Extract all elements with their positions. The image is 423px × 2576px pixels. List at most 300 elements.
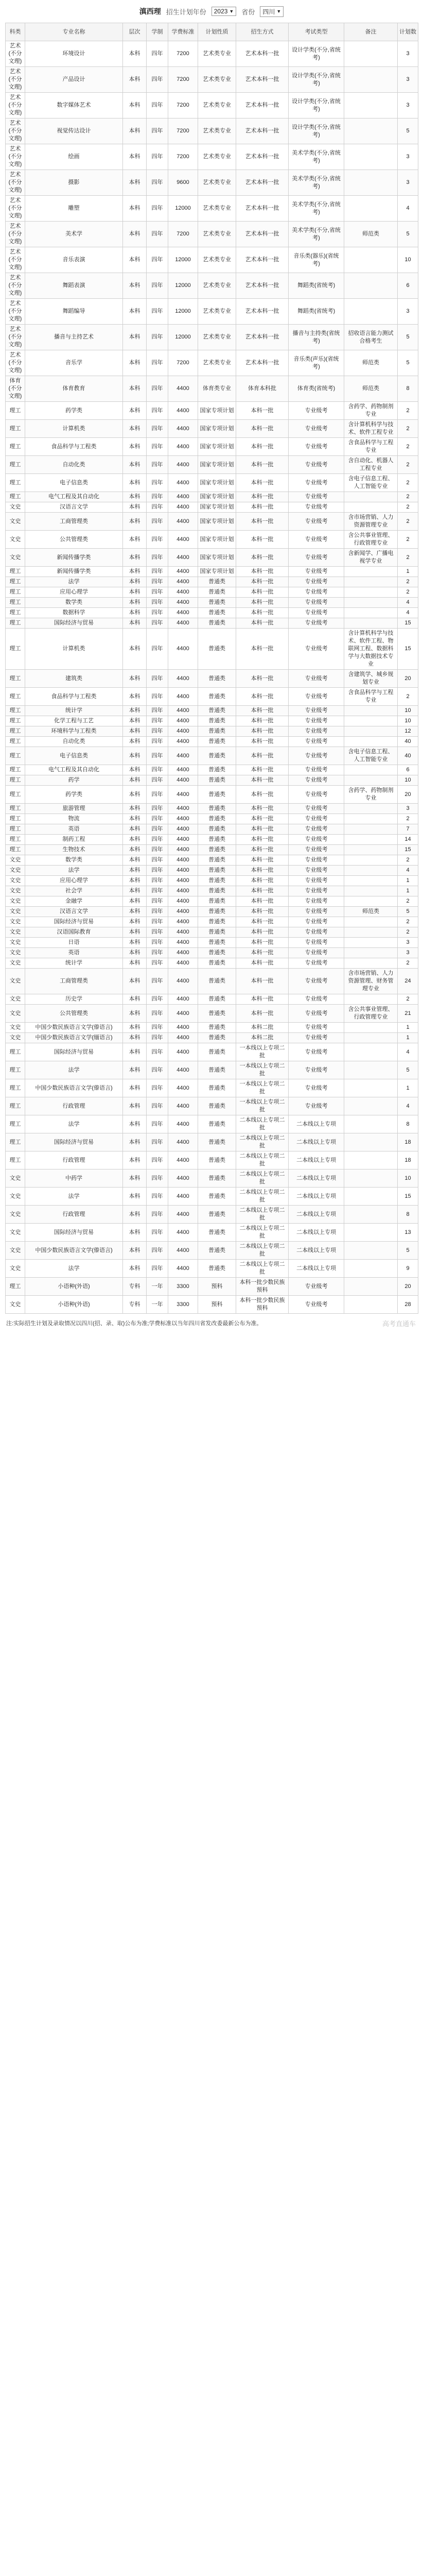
exam-type-cell: 专业级考: [289, 688, 344, 706]
level-cell: 本科: [123, 814, 147, 824]
remark-cell: [344, 1296, 398, 1314]
duration-cell: 四年: [147, 1242, 168, 1260]
remark-cell: [344, 492, 398, 502]
tuition-cell: 4400: [168, 716, 198, 726]
table-row: [6, 1170, 418, 1188]
table-row: [6, 608, 418, 618]
exam-type-cell: 美术学类(不分,省统考): [289, 170, 344, 196]
plan-type-cell: 普通类: [198, 577, 236, 587]
admission-method-cell: 艺术本科一批: [236, 325, 289, 350]
remark-cell: [344, 948, 398, 958]
level-cell: 专科: [123, 1296, 147, 1314]
tuition-cell: 4400: [168, 577, 198, 587]
major-cell: 化学工程与工艺: [25, 716, 123, 726]
exam-type-cell: 二本线以上专项: [289, 1224, 344, 1242]
quota-cell: 10: [398, 706, 418, 716]
table-row: [6, 824, 418, 835]
admission-method-cell: 本科一批: [236, 706, 289, 716]
plan-type-cell: 普通类: [198, 587, 236, 598]
table-row: [6, 1097, 418, 1115]
major-cell: 法学: [25, 577, 123, 587]
major-cell: 中国少数民族语言文学(傣语言): [25, 1079, 123, 1097]
quota-cell: 2: [398, 549, 418, 567]
category-cell: 理工: [6, 706, 25, 716]
admission-method-cell: 本科一批: [236, 814, 289, 824]
category-cell: 理工: [6, 629, 25, 670]
level-cell: 本科: [123, 1224, 147, 1242]
quota-cell: 10: [398, 775, 418, 786]
quota-cell: 1: [398, 1033, 418, 1043]
category-cell: 理工: [6, 438, 25, 456]
exam-type-cell: 二本线以上专项: [289, 1188, 344, 1206]
admission-method-cell: 本科一批: [236, 1005, 289, 1023]
tuition-cell: 3300: [168, 1278, 198, 1296]
table-row: [6, 222, 418, 247]
admission-method-cell: 本科一批: [236, 855, 289, 866]
table-row: [6, 1151, 418, 1170]
quota-cell: 2: [398, 994, 418, 1005]
table-row: [6, 531, 418, 549]
admission-method-cell: 本科一批: [236, 716, 289, 726]
admission-method-cell: 本科一批: [236, 804, 289, 814]
duration-cell: 四年: [147, 196, 168, 222]
exam-type-cell: 专业级考: [289, 1296, 344, 1314]
tuition-cell: 4400: [168, 927, 198, 938]
level-cell: 本科: [123, 927, 147, 938]
plan-type-cell: 普通类: [198, 608, 236, 618]
remark-cell: [344, 958, 398, 969]
major-cell: 电气工程及其自动化: [25, 492, 123, 502]
admission-method-cell: 本科一批: [236, 845, 289, 855]
table-row: [6, 896, 418, 907]
major-cell: 国际经济与贸易: [25, 917, 123, 927]
admission-method-cell: 本科一批: [236, 629, 289, 670]
major-cell: 新闻传播学类: [25, 567, 123, 577]
plan-type-cell: 普通类: [198, 1023, 236, 1033]
tuition-cell: 4400: [168, 1005, 198, 1023]
category-cell: 理工: [6, 1079, 25, 1097]
major-cell: 应用心理学: [25, 876, 123, 886]
quota-cell: 2: [398, 814, 418, 824]
quota-cell: 4: [398, 196, 418, 222]
category-cell: 理工: [6, 577, 25, 587]
category-cell: 艺术(不分文理): [6, 67, 25, 93]
duration-cell: 四年: [147, 118, 168, 144]
remark-cell: [344, 118, 398, 144]
plan-type-cell: 普通类: [198, 747, 236, 765]
exam-type-cell: 专业级考: [289, 835, 344, 845]
remark-cell: [344, 170, 398, 196]
tuition-cell: 7200: [168, 93, 198, 118]
level-cell: 本科: [123, 1079, 147, 1097]
level-cell: 本科: [123, 1033, 147, 1043]
remark-cell: [344, 917, 398, 927]
tuition-cell: 7200: [168, 41, 198, 67]
table-row: [6, 196, 418, 222]
plan-type-cell: 国家专项计划: [198, 567, 236, 577]
major-cell: 英语: [25, 948, 123, 958]
tuition-cell: 4400: [168, 1079, 198, 1097]
duration-cell: 四年: [147, 299, 168, 325]
plan-type-cell: 普通类: [198, 876, 236, 886]
duration-cell: 四年: [147, 222, 168, 247]
admission-method-cell: 本科一批: [236, 567, 289, 577]
duration-cell: 四年: [147, 549, 168, 567]
tuition-cell: 12000: [168, 273, 198, 299]
category-cell: 理工: [6, 765, 25, 775]
admission-method-cell: 本科一批少数民族预科: [236, 1296, 289, 1314]
quota-cell: 15: [398, 618, 418, 629]
quota-cell: 5: [398, 350, 418, 376]
remark-cell: [344, 1097, 398, 1115]
tuition-cell: 4400: [168, 670, 198, 688]
table-row: [6, 1188, 418, 1206]
plan-type-cell: 普通类: [198, 1043, 236, 1061]
level-cell: 本科: [123, 474, 147, 492]
category-cell: 理工: [6, 420, 25, 438]
category-cell: 理工: [6, 587, 25, 598]
table-row: [6, 845, 418, 855]
level-cell: 本科: [123, 855, 147, 866]
quota-cell: 3: [398, 938, 418, 948]
tuition-cell: 3300: [168, 1296, 198, 1314]
exam-type-cell: 设计学类(不分,省统考): [289, 67, 344, 93]
plan-type-cell: 普通类: [198, 994, 236, 1005]
level-cell: 本科: [123, 567, 147, 577]
category-cell: 文史: [6, 502, 25, 513]
remark-cell: [344, 866, 398, 876]
major-cell: 英语: [25, 824, 123, 835]
major-cell: 统计学: [25, 706, 123, 716]
quota-cell: 6: [398, 273, 418, 299]
table-row: [6, 1260, 418, 1278]
level-cell: 本科: [123, 706, 147, 716]
exam-type-cell: 专业级考: [289, 608, 344, 618]
quota-cell: 3: [398, 144, 418, 170]
quota-cell: 1: [398, 1079, 418, 1097]
duration-cell: 四年: [147, 1023, 168, 1033]
quota-cell: 4: [398, 598, 418, 608]
major-cell: 应用心理学: [25, 587, 123, 598]
category-cell: 理工: [6, 1043, 25, 1061]
tuition-cell: 4400: [168, 886, 198, 896]
category-cell: 文史: [6, 1188, 25, 1206]
level-cell: 本科: [123, 1260, 147, 1278]
major-cell: 行政管理: [25, 1206, 123, 1224]
remark-cell: [344, 1043, 398, 1061]
admission-method-cell: 艺术本科一批: [236, 118, 289, 144]
table-row: [6, 1079, 418, 1097]
remark-cell: [344, 196, 398, 222]
exam-type-cell: 专业级考: [289, 402, 344, 420]
admission-method-cell: 二本线以上专项二批: [236, 1242, 289, 1260]
plan-type-cell: 普通类: [198, 1097, 236, 1115]
exam-type-cell: 二本线以上专项: [289, 1133, 344, 1151]
level-cell: 本科: [123, 222, 147, 247]
tuition-cell: 4400: [168, 876, 198, 886]
tuition-cell: 7200: [168, 67, 198, 93]
exam-type-cell: 体育类(省统考): [289, 376, 344, 402]
major-cell: 工商管理类: [25, 969, 123, 994]
plan-type-cell: 普通类: [198, 1079, 236, 1097]
admission-method-cell: 一本线以上专项二批: [236, 1097, 289, 1115]
remark-cell: 含电子信息工程、人工智能专业: [344, 474, 398, 492]
remark-cell: 含新闻学、广播电视学专业: [344, 549, 398, 567]
table-row: [6, 1206, 418, 1224]
exam-type-cell: 专业级考: [289, 726, 344, 737]
exam-type-cell: 专业级考: [289, 824, 344, 835]
plan-type-cell: 国家专项计划: [198, 513, 236, 531]
duration-cell: 四年: [147, 456, 168, 474]
duration-cell: 四年: [147, 1043, 168, 1061]
tuition-cell: 4400: [168, 1260, 198, 1278]
table-row: [6, 325, 418, 350]
tuition-cell: 4400: [168, 824, 198, 835]
plan-type-cell: 普通类: [198, 1170, 236, 1188]
duration-cell: 四年: [147, 325, 168, 350]
admission-method-cell: 二本线以上专项二批: [236, 1260, 289, 1278]
major-cell: 公共管理类: [25, 531, 123, 549]
category-cell: 理工: [6, 1097, 25, 1115]
admission-method-cell: 一本线以上专项二批: [236, 1079, 289, 1097]
tuition-cell: 4400: [168, 994, 198, 1005]
tuition-cell: 4400: [168, 376, 198, 402]
exam-type-cell: 音乐类(声乐)(省统考): [289, 350, 344, 376]
remark-cell: 含公共事业管理、行政管理专业: [344, 531, 398, 549]
remark-cell: [344, 804, 398, 814]
tuition-cell: 4400: [168, 1033, 198, 1043]
level-cell: 本科: [123, 907, 147, 917]
remark-cell: [344, 618, 398, 629]
level-cell: 本科: [123, 726, 147, 737]
duration-cell: 四年: [147, 938, 168, 948]
remark-cell: 师范类: [344, 350, 398, 376]
tuition-cell: 4400: [168, 814, 198, 824]
level-cell: 本科: [123, 948, 147, 958]
quota-cell: 5: [398, 325, 418, 350]
major-cell: 汉语国际教育: [25, 927, 123, 938]
table-row: [6, 456, 418, 474]
table-row: [6, 598, 418, 608]
exam-type-cell: 专业级考: [289, 502, 344, 513]
category-cell: 理工: [6, 747, 25, 765]
duration-cell: 四年: [147, 618, 168, 629]
major-cell: 计算机类: [25, 629, 123, 670]
level-cell: 本科: [123, 804, 147, 814]
remark-cell: [344, 737, 398, 747]
tuition-cell: 4400: [168, 917, 198, 927]
level-cell: 本科: [123, 786, 147, 804]
level-cell: 本科: [123, 402, 147, 420]
category-cell: 文史: [6, 1023, 25, 1033]
major-cell: 中国少数民族语言文学(傣语言): [25, 1023, 123, 1033]
plan-type-cell: 普通类: [198, 948, 236, 958]
level-cell: 本科: [123, 670, 147, 688]
major-cell: 历史学: [25, 994, 123, 1005]
major-cell: 法学: [25, 1188, 123, 1206]
quota-cell: 3: [398, 170, 418, 196]
remark-cell: 师范类: [344, 222, 398, 247]
admission-method-cell: 二本线以上专项二批: [236, 1188, 289, 1206]
plan-type-cell: 艺术类专业: [198, 41, 236, 67]
quota-cell: 2: [398, 958, 418, 969]
exam-type-cell: 专业级考: [289, 567, 344, 577]
tuition-cell: 12000: [168, 196, 198, 222]
category-cell: 理工: [6, 824, 25, 835]
category-cell: 理工: [6, 814, 25, 824]
exam-type-cell: 专业级考: [289, 917, 344, 927]
plan-type-cell: 普通类: [198, 598, 236, 608]
level-cell: 本科: [123, 118, 147, 144]
duration-cell: 四年: [147, 1133, 168, 1151]
major-cell: 数学类: [25, 598, 123, 608]
tuition-cell: 4400: [168, 835, 198, 845]
tuition-cell: 4400: [168, 907, 198, 917]
level-cell: 本科: [123, 1115, 147, 1133]
quota-cell: 2: [398, 855, 418, 866]
admission-method-cell: 本科一批: [236, 866, 289, 876]
plan-type-cell: 国家专项计划: [198, 474, 236, 492]
tuition-cell: 4400: [168, 737, 198, 747]
level-cell: 本科: [123, 1170, 147, 1188]
remark-cell: 招收语言能力测试合格考生: [344, 325, 398, 350]
tuition-cell: 4400: [168, 786, 198, 804]
quota-cell: 5: [398, 222, 418, 247]
plan-type-cell: 艺术类专业: [198, 222, 236, 247]
remark-cell: [344, 876, 398, 886]
admission-method-cell: 本科一批: [236, 549, 289, 567]
category-cell: 理工: [6, 598, 25, 608]
remark-cell: [344, 716, 398, 726]
duration-cell: 四年: [147, 896, 168, 907]
duration-cell: 四年: [147, 598, 168, 608]
major-cell: 摄影: [25, 170, 123, 196]
level-cell: 本科: [123, 938, 147, 948]
category-cell: 艺术(不分文理): [6, 273, 25, 299]
tuition-cell: 4400: [168, 1224, 198, 1242]
duration-cell: 四年: [147, 969, 168, 994]
table-row: [6, 492, 418, 502]
plan-type-cell: 艺术类专业: [198, 299, 236, 325]
duration-cell: 四年: [147, 786, 168, 804]
admission-method-cell: 二本线以上专项二批: [236, 1224, 289, 1242]
remark-cell: [344, 247, 398, 273]
admission-method-cell: 艺术本科一批: [236, 350, 289, 376]
plan-type-cell: 普通类: [198, 1151, 236, 1170]
quota-cell: 2: [398, 513, 418, 531]
duration-cell: 四年: [147, 438, 168, 456]
major-cell: 小语种(外语): [25, 1278, 123, 1296]
tuition-cell: 4400: [168, 1061, 198, 1079]
quota-cell: 15: [398, 1188, 418, 1206]
remark-cell: [344, 896, 398, 907]
admission-method-cell: 本科一批: [236, 598, 289, 608]
admission-method-cell: 本科二批: [236, 1033, 289, 1043]
category-cell: 文史: [6, 1170, 25, 1188]
plan-type-cell: 普通类: [198, 886, 236, 896]
level-cell: 本科: [123, 716, 147, 726]
plan-type-cell: 艺术类专业: [198, 118, 236, 144]
admission-method-cell: 本科一批: [236, 907, 289, 917]
level-cell: 本科: [123, 144, 147, 170]
province-value: 四川: [262, 8, 275, 15]
duration-cell: 四年: [147, 1188, 168, 1206]
quota-cell: 3: [398, 299, 418, 325]
plan-type-cell: 普通类: [198, 765, 236, 775]
remark-cell: [344, 1170, 398, 1188]
tuition-cell: 4400: [168, 896, 198, 907]
tuition-cell: 4400: [168, 438, 198, 456]
duration-cell: 四年: [147, 247, 168, 273]
table-row: [6, 144, 418, 170]
major-cell: 法学: [25, 1260, 123, 1278]
quota-cell: 2: [398, 502, 418, 513]
admission-method-cell: 本科一批: [236, 608, 289, 618]
exam-type-cell: 专业级考: [289, 948, 344, 958]
exam-type-cell: 二本线以上专项: [289, 1151, 344, 1170]
table-row: [6, 1115, 418, 1133]
category-cell: 体育(不分文理): [6, 376, 25, 402]
level-cell: 本科: [123, 1005, 147, 1023]
major-cell: 国际经济与贸易: [25, 1043, 123, 1061]
admission-plan-table: [5, 23, 418, 1314]
duration-cell: 一年: [147, 1278, 168, 1296]
plan-type-cell: 艺术类专业: [198, 144, 236, 170]
table-row: [6, 1033, 418, 1043]
major-cell: 制药工程: [25, 835, 123, 845]
admission-method-cell: 本科一批: [236, 824, 289, 835]
admission-method-cell: 本科一批: [236, 456, 289, 474]
admission-method-cell: 本科一批: [236, 688, 289, 706]
major-cell: 新闻传播学类: [25, 549, 123, 567]
major-cell: 国际经济与贸易: [25, 1133, 123, 1151]
plan-type-cell: 普通类: [198, 1033, 236, 1043]
province-select[interactable]: [260, 6, 284, 17]
year-select[interactable]: [212, 7, 237, 16]
quota-cell: 4: [398, 1043, 418, 1061]
table-row: [6, 855, 418, 866]
exam-type-cell: 专业级考: [289, 670, 344, 688]
quota-cell: 24: [398, 969, 418, 994]
table-row: [6, 567, 418, 577]
category-cell: 理工: [6, 1151, 25, 1170]
admission-method-cell: 体育本科批: [236, 376, 289, 402]
quota-cell: 3: [398, 804, 418, 814]
column-header: 计划数: [398, 23, 418, 41]
plan-type-cell: 普通类: [198, 1188, 236, 1206]
duration-cell: 四年: [147, 716, 168, 726]
admission-method-cell: 一本线以上专项二批: [236, 1061, 289, 1079]
duration-cell: 四年: [147, 513, 168, 531]
remark-cell: [344, 93, 398, 118]
major-cell: 电气工程及其自动化: [25, 765, 123, 775]
major-cell: 统计学: [25, 958, 123, 969]
major-cell: 法学: [25, 866, 123, 876]
duration-cell: 四年: [147, 474, 168, 492]
tuition-cell: 4400: [168, 948, 198, 958]
admission-method-cell: 艺术本科一批: [236, 170, 289, 196]
level-cell: 本科: [123, 502, 147, 513]
exam-type-cell: 专业级考: [289, 1033, 344, 1043]
major-cell: 公共管理类: [25, 1005, 123, 1023]
duration-cell: 四年: [147, 629, 168, 670]
exam-type-cell: 二本线以上专项: [289, 1170, 344, 1188]
tuition-cell: 4400: [168, 804, 198, 814]
category-cell: 理工: [6, 726, 25, 737]
level-cell: 本科: [123, 513, 147, 531]
remark-cell: [344, 886, 398, 896]
table-row: [6, 670, 418, 688]
